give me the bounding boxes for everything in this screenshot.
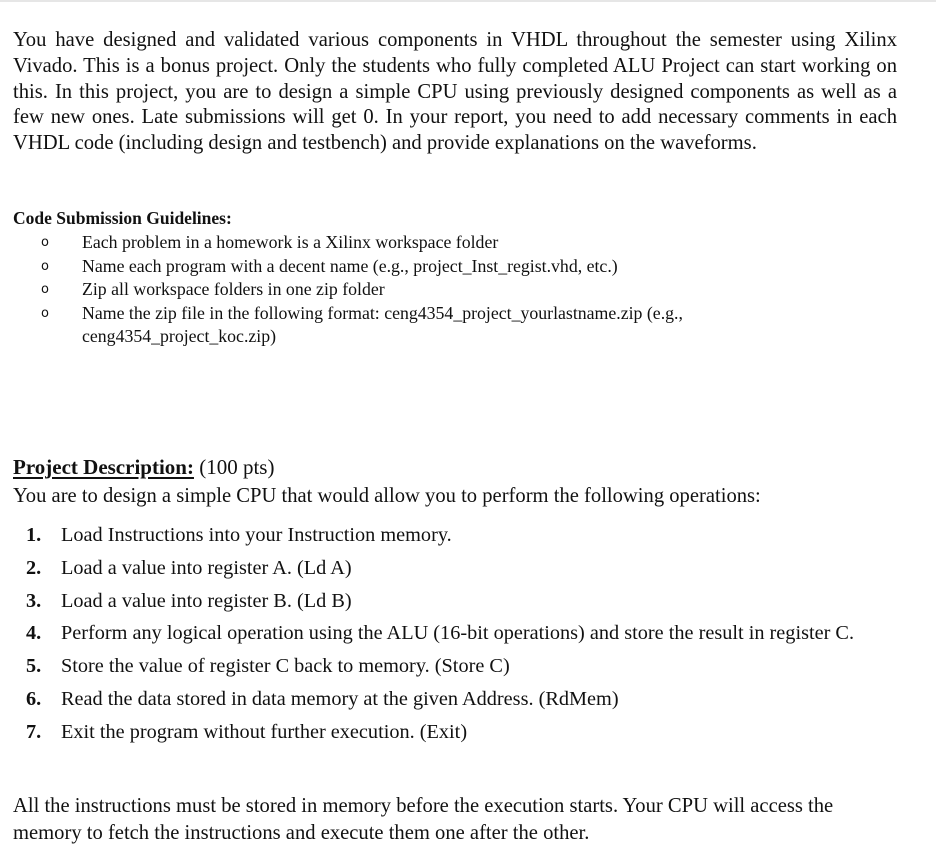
intro-paragraph: You have designed and validated various components in VHDL throughout the semester using Xilinx Vivado. This is a bonus project. Only the students who fully completed ALU Project can start working on this. In this project, you are to design a simple CPU using previously designed components as well as a few new ones. Late submissions will get 0. In your report, you need to add necessary comments in each VHDL code (including design and testbench) and provide explanations on the waveforms. [13,29,897,155]
operation-item [0,720,861,746]
project-points: (100 pts) [199,455,275,479]
operation-text: Store the value of register C back to memory. (Store C) [61,655,510,678]
guidelines-list [0,231,802,349]
bullet-icon: o [41,235,49,250]
closing-paragraph: All the instructions must be stored in memory before the execution starts. Your CPU will access the memory to fetch the instructions and execute them one after the other. [13,795,834,844]
operation-number: 2. [26,556,42,579]
operation-item [0,654,861,680]
operation-item [0,589,861,615]
operation-text: Load a value into register B. (Ld B) [61,589,352,612]
guideline-text: Each problem in a homework is a Xilinx workspace folder [82,232,499,252]
bullet-icon: o [41,282,49,298]
page-top-border [0,0,936,2]
operation-number: 7. [26,720,42,743]
guideline-item [0,231,802,255]
operation-number: 1. [26,524,42,546]
operation-text: Exit the program without further execution. (Exit) [61,720,468,743]
operation-number: 4. [26,622,42,645]
operation-item [0,523,861,549]
guideline-item [0,255,802,279]
guideline-item [0,302,802,349]
operation-text: Perform any logical operation using the ALU (16-bit operations) and store the result in register C. [61,622,855,645]
guideline-item [0,278,802,302]
operation-item [0,556,861,582]
operation-number: 3. [26,589,42,612]
project-lead: You are to design a simple CPU that would allow you to perform the following operations: [13,485,761,507]
guidelines-heading: Code Submission Guidelines: [13,208,232,228]
operation-number: 5. [26,655,42,678]
project-heading [13,455,274,480]
operation-text: Read the data stored in data memory at the given Address. (RdMem) [61,687,619,710]
operations-list [0,523,861,753]
bullet-icon: o [41,305,49,321]
operation-text: Load a value into register A. (Ld A) [61,556,352,579]
operation-item [0,687,861,713]
guideline-text: Name the zip file in the following format: ceng4354_project_yourlastname.zip (e.g., ceng4354_project_koc.zip) [82,302,683,347]
operation-number: 6. [26,687,42,710]
guideline-text: Name each program with a decent name (e.g., project_Inst_regist.vhd, etc.) [82,255,618,276]
guideline-text: Zip all workspace folders in one zip folder [82,279,385,300]
operation-item [0,621,861,647]
operation-text: Load Instructions into your Instruction memory. [61,524,452,546]
project-title: Project Description: [13,455,194,479]
bullet-icon: o [41,258,49,274]
